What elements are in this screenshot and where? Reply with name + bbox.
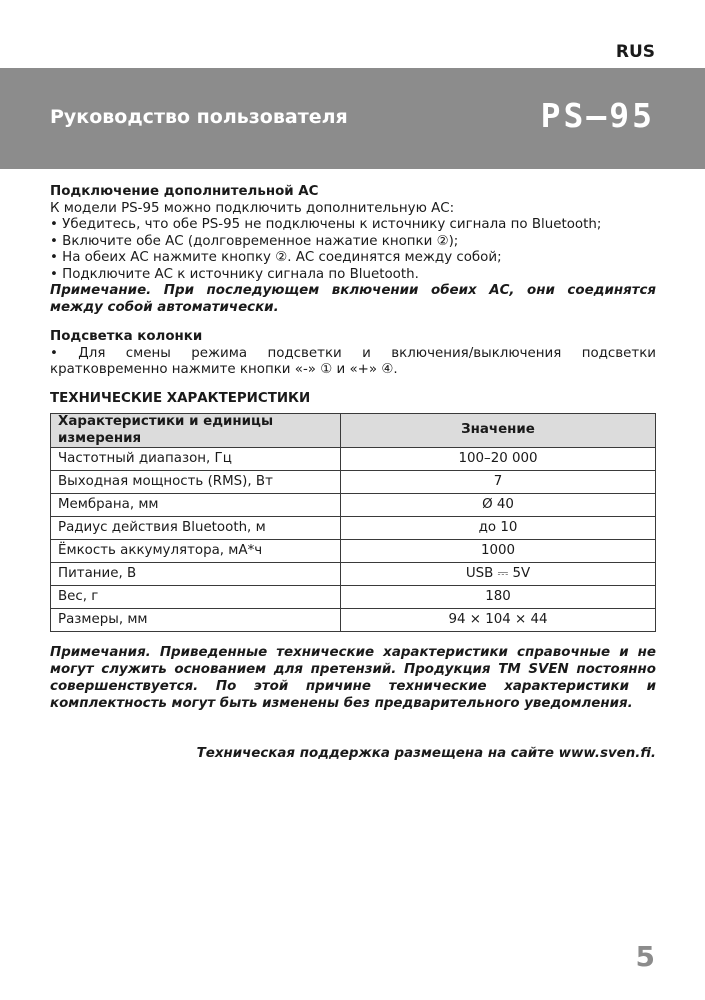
table-header-row (51, 414, 656, 448)
spec-name: Размеры, мм (51, 609, 341, 632)
page-title: Руководство пользователя (50, 106, 348, 128)
section-heading-connect: Подключение дополнительной АС (50, 184, 319, 199)
section-heading-light: Подсветка колонки (50, 329, 203, 344)
spec-value: 1000 (341, 540, 656, 563)
spec-name: Мембрана, мм (51, 494, 341, 517)
column-header: Значение (341, 414, 656, 448)
column-header: Характеристики и единицы измерения (51, 414, 341, 448)
disclaimer-notes: Примечания. Приведенные технические характеристики справочные и не могут служить основанием для претензий. Продукция ТМ SVEN постоянно совершенствуется. По этой причине технические характеристики и комплектность могут быть изменены без предварительного уведомления. (50, 645, 656, 711)
main-content (50, 184, 656, 763)
list-item: • Подключите АС к источнику сигнала по Bluetooth. (50, 266, 419, 282)
table-row (51, 448, 656, 471)
spec-value: Ø 40 (341, 494, 656, 517)
spec-value: 100–20 000 (341, 448, 656, 471)
list-item: • На обеих АС нажмите кнопку ②. АС соединятся между собой; (50, 250, 502, 265)
spec-value: 94 × 104 × 44 (341, 609, 656, 632)
spec-name: Частотный диапазон, Гц (51, 448, 341, 471)
table-row (51, 540, 656, 563)
spec-value: до 10 (341, 517, 656, 540)
model-name: PS–95 (540, 96, 655, 135)
note-text: Примечание. При последующем включении обеих АС, они соединятся между собой автоматически. (50, 283, 656, 315)
language-label: RUS (615, 42, 655, 62)
spec-name: Выходная мощность (RMS), Вт (51, 471, 341, 494)
page-number: 5 (635, 940, 655, 973)
specs-table (50, 413, 656, 632)
table-row (51, 494, 656, 517)
table-row (51, 563, 656, 586)
spec-name: Вес, г (51, 586, 341, 609)
table-row (51, 609, 656, 632)
spec-name: Питание, В (51, 563, 341, 586)
list-item: • Убедитесь, что обе PS-95 не подключены к источнику сигнала по Bluetooth; (50, 217, 602, 232)
section-intro: К модели PS-95 можно подключить дополнительную АС: (50, 200, 455, 216)
support-text: Техническая поддержка размещена на сайте www.sven.fi. (196, 746, 656, 761)
header-banner (0, 68, 705, 169)
list-item: • Включите обе АС (долговременное нажатие кнопки ②); (50, 233, 459, 249)
backlight-text: • Для смены режима подсветки и включения/выключения подсветки кратковременно нажмите кнопки «-» ① и «+» ④. (50, 345, 656, 377)
spec-name: Радиус действия Bluetooth, м (51, 517, 341, 540)
spec-value: USB ⎓ 5V (341, 563, 656, 586)
specs-title: ТЕХНИЧЕСКИЕ ХАРАКТЕРИСТИКИ (50, 390, 311, 406)
table-row (51, 471, 656, 494)
spec-name: Ёмкость аккумулятора, мА*ч (51, 540, 341, 563)
spec-value: 7 (341, 471, 656, 494)
table-row (51, 517, 656, 540)
table-row (51, 586, 656, 609)
spec-value: 180 (341, 586, 656, 609)
